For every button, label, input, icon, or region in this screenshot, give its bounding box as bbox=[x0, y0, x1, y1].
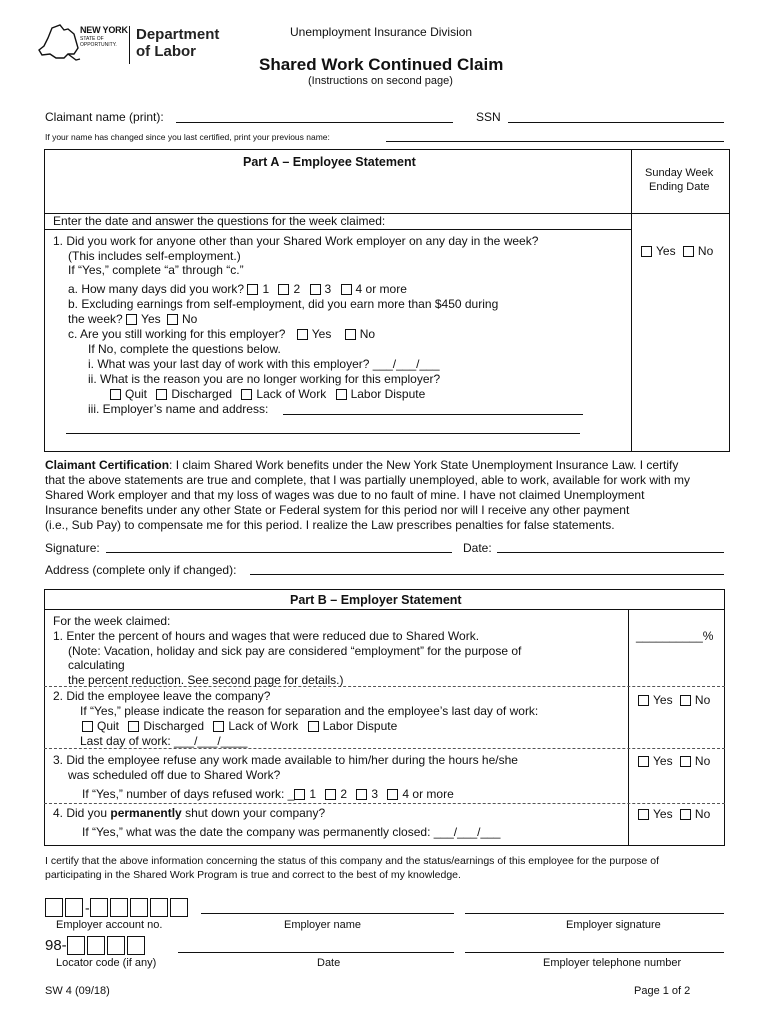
employer-cert-line1: I certify that the above information concerning the status of this company and the status/earnings of this employee for the purpose of bbox=[45, 855, 660, 867]
locator-digit[interactable] bbox=[87, 936, 105, 955]
logo-line2: STATE OF bbox=[80, 36, 104, 42]
new-york-state-map-icon bbox=[38, 24, 82, 64]
cert-line3: Shared Work employer and that my loss of wages was due to no fault of mine. I have not claimed Unemployment bbox=[45, 488, 645, 502]
part-b-title: Part B – Employer Statement bbox=[290, 593, 462, 607]
claimant-date-field[interactable] bbox=[497, 552, 724, 553]
qc-label: c. Are you still working for this employer? bbox=[68, 327, 286, 341]
employer-date-field[interactable] bbox=[178, 952, 454, 953]
q1-yes-label: Yes bbox=[656, 244, 676, 258]
qc-no-label: No bbox=[359, 327, 376, 341]
b-days-1-label: 1 bbox=[309, 787, 317, 801]
qb-label: the week? bbox=[68, 312, 123, 326]
b-q4-pre: 4. Did you bbox=[53, 806, 111, 820]
part-a-qc bbox=[68, 327, 375, 341]
b-days-2-checkbox[interactable] bbox=[325, 789, 336, 800]
logo-line3: OPPORTUNITY. bbox=[80, 42, 117, 48]
cert-heading: Claimant Certification bbox=[45, 458, 170, 472]
account-digit[interactable] bbox=[150, 898, 168, 917]
b-q2-yes-label: Yes bbox=[653, 693, 673, 707]
part-a-q1-answer bbox=[641, 244, 713, 258]
part-b-q1-line2: (Note: Vacation, holiday and sick pay are considered “employment” for the purpose of bbox=[68, 644, 522, 658]
part-b-q1-line1: 1. Enter the percent of hours and wages that were reduced due to Shared Work. bbox=[53, 629, 480, 643]
locator-digit[interactable] bbox=[67, 936, 85, 955]
employer-name-field[interactable] bbox=[201, 913, 454, 914]
b-days-1-checkbox[interactable] bbox=[294, 789, 305, 800]
part-b-q4-answer bbox=[638, 807, 710, 821]
form-subtitle: (Instructions on second page) bbox=[308, 75, 453, 87]
part-b-rule-3 bbox=[44, 803, 725, 804]
reason-quit-checkbox[interactable] bbox=[110, 389, 121, 400]
qc-no-checkbox[interactable] bbox=[345, 329, 356, 340]
b-q4-yes-checkbox[interactable] bbox=[638, 809, 649, 820]
b-q4-bold: permanently bbox=[110, 806, 182, 820]
part-b-column-divider bbox=[628, 609, 629, 846]
form-title: Shared Work Continued Claim bbox=[259, 55, 504, 74]
address-field[interactable] bbox=[250, 574, 724, 575]
part-b-q2-reasons bbox=[82, 719, 397, 733]
locator-prefix: 98- bbox=[45, 937, 67, 954]
q1-yes-checkbox[interactable] bbox=[641, 246, 652, 257]
qa-days-1-checkbox[interactable] bbox=[247, 284, 258, 295]
part-a-intro: Enter the date and answer the questions for the week claimed: bbox=[53, 214, 386, 228]
locator-label: Locator code (if any) bbox=[56, 957, 157, 969]
logo-dept2: of Labor bbox=[136, 43, 196, 60]
part-a-q1-line1: 1. Did you work for anyone other than your Shared Work employer on any day in the week? bbox=[53, 234, 539, 248]
b-days-3-label: 3 bbox=[371, 787, 379, 801]
b-q3-days-label: If “Yes,” number of days refused work: _ bbox=[82, 787, 295, 801]
address-label: Address (complete only if changed): bbox=[45, 563, 237, 577]
part-b-q2-last-day[interactable]: Last day of work: ___/___/____ bbox=[80, 734, 248, 748]
part-a-intro-rule bbox=[44, 229, 631, 230]
previous-name-label: If your name has changed since you last certified, print your previous name: bbox=[45, 132, 330, 142]
account-digit[interactable] bbox=[170, 898, 188, 917]
employer-cert-line2: participating in the Shared Work Program is true and correct to the best of my knowledge. bbox=[45, 869, 461, 881]
account-digit[interactable] bbox=[65, 898, 83, 917]
claimant-signature-field[interactable] bbox=[106, 552, 452, 553]
employer-account-boxes[interactable]: - bbox=[45, 898, 190, 917]
part-a-qc-i: i. What was your last day of work with this employer? ___/___/___ bbox=[88, 357, 440, 371]
b-reason-discharged-checkbox[interactable] bbox=[128, 721, 139, 732]
qa-days-2-label: 2 bbox=[293, 282, 301, 296]
b-q4-no-label: No bbox=[694, 807, 711, 821]
part-a-qc-sub: If No, complete the questions below. bbox=[88, 342, 281, 356]
b-q4-post: shut down your company? bbox=[181, 806, 326, 820]
part-b-q2-line2: If “Yes,” please indicate the reason for separation and the employee’s last day of work: bbox=[80, 704, 539, 718]
employer-account-label: Employer account no. bbox=[56, 919, 163, 931]
claimant-name-label: Claimant name (print): bbox=[45, 110, 164, 124]
qb-no-label: No bbox=[181, 312, 198, 326]
employer-name-address-field[interactable] bbox=[283, 414, 583, 415]
nys-logo bbox=[38, 22, 228, 68]
b-reason-labor-checkbox[interactable] bbox=[308, 721, 319, 732]
qa-days-3-checkbox[interactable] bbox=[310, 284, 321, 295]
b-days-2-label: 2 bbox=[340, 787, 348, 801]
week-ending-label-1: Sunday Week bbox=[645, 167, 714, 179]
b-q3-no-checkbox[interactable] bbox=[680, 756, 691, 767]
part-b-q3-line2: was scheduled off due to Shared Work? bbox=[68, 768, 281, 782]
part-b-intro: For the week claimed: bbox=[53, 614, 171, 628]
locator-boxes[interactable] bbox=[45, 936, 147, 955]
b-reason-quit-checkbox[interactable] bbox=[82, 721, 93, 732]
part-a-column-divider bbox=[631, 149, 632, 452]
part-a-q1-line2: (This includes self-employment.) bbox=[68, 249, 241, 263]
cert-date-label: Date: bbox=[463, 541, 492, 555]
employer-signature-field[interactable] bbox=[465, 913, 724, 914]
cert-line5: (i.e., Sub Pay) to compensate me for this period. I realize the Law prescribes penalties for false statements. bbox=[45, 518, 615, 532]
ssn-label: SSN bbox=[476, 110, 501, 124]
reason-discharged-label: Discharged bbox=[171, 387, 233, 401]
qa-label: a. How many days did you work? bbox=[68, 282, 245, 296]
b-reason-quit-label: Quit bbox=[97, 719, 120, 733]
part-b-header-rule bbox=[44, 609, 725, 610]
employer-date-label: Date bbox=[317, 957, 341, 969]
previous-name-field[interactable] bbox=[386, 141, 724, 142]
b-reason-lack-label: Lack of Work bbox=[228, 719, 299, 733]
b-days-4-checkbox[interactable] bbox=[387, 789, 398, 800]
part-a-qb-line1: b. Excluding earnings from self-employment, did you earn more than $450 during bbox=[68, 297, 499, 311]
account-digit[interactable] bbox=[45, 898, 63, 917]
employer-telephone-label: Employer telephone number bbox=[543, 957, 682, 969]
b-q2-no-label: No bbox=[694, 693, 711, 707]
qa-days-2-checkbox[interactable] bbox=[278, 284, 289, 295]
account-digit[interactable] bbox=[110, 898, 128, 917]
part-a-qc-ii: ii. What is the reason you are no longer working for this employer? bbox=[88, 372, 441, 386]
employer-telephone-field[interactable] bbox=[465, 952, 724, 953]
b-q3-yes-label: Yes bbox=[653, 754, 673, 768]
cert-line4: Insurance benefits under any other State or Federal system for this period nor will I receive any other payment bbox=[45, 503, 630, 517]
part-b-q1-line3: calculating bbox=[68, 658, 125, 672]
page-number: Page 1 of 2 bbox=[634, 985, 691, 997]
q1-no-checkbox[interactable] bbox=[683, 246, 694, 257]
part-b-rule-2 bbox=[44, 748, 725, 749]
b-q3-yes-checkbox[interactable] bbox=[638, 756, 649, 767]
ssn-field[interactable] bbox=[508, 122, 724, 123]
b-reason-labor-label: Labor Dispute bbox=[322, 719, 398, 733]
part-a-qa bbox=[68, 282, 407, 296]
b-q2-no-checkbox[interactable] bbox=[680, 695, 691, 706]
part-b-q2-answer bbox=[638, 693, 710, 707]
cert-line1-text: : I claim Shared Work benefits under the New York State Unemployment Insurance Law. I certify bbox=[169, 458, 679, 472]
b-reason-lack-checkbox[interactable] bbox=[213, 721, 224, 732]
part-a-reasons bbox=[110, 387, 425, 401]
logo-divider bbox=[129, 26, 130, 64]
employer-name-label: Employer name bbox=[284, 919, 362, 931]
b-days-4-label: 4 or more bbox=[402, 787, 454, 801]
part-b-q3-line1: 3. Did the employee refuse any work made available to him/her during the hours he/she bbox=[53, 753, 518, 767]
qa-days-4-label: 4 or more bbox=[355, 282, 407, 296]
employer-address-field-2[interactable] bbox=[66, 433, 580, 434]
cert-line2: that the above statements are true and complete, that I was partially unemployed, able to work, available for work with my bbox=[45, 473, 690, 487]
b-q4-no-checkbox[interactable] bbox=[680, 809, 691, 820]
claimant-name-field[interactable] bbox=[176, 122, 453, 123]
qc-yes-checkbox[interactable] bbox=[297, 329, 308, 340]
qa-days-4-checkbox[interactable] bbox=[341, 284, 352, 295]
part-b-q4-line2: If “Yes,” what was the date the company was permanently closed: ___/___/___ bbox=[82, 825, 501, 839]
part-b-q4-line1 bbox=[53, 806, 325, 820]
qa-days-3-label: 3 bbox=[324, 282, 332, 296]
qc-yes-label: Yes bbox=[311, 327, 332, 341]
part-b-q3-days bbox=[82, 787, 454, 801]
signature-label: Signature: bbox=[45, 541, 100, 555]
b-q4-yes-label: Yes bbox=[653, 807, 673, 821]
qb-no-checkbox[interactable] bbox=[167, 314, 178, 325]
percent-reduction-field[interactable]: __________% bbox=[636, 629, 714, 643]
reason-labor-label: Labor Dispute bbox=[350, 387, 426, 401]
reason-lack-checkbox[interactable] bbox=[241, 389, 252, 400]
reason-quit-label: Quit bbox=[125, 387, 148, 401]
part-a-qc-iii: iii. Employer’s name and address: bbox=[88, 402, 269, 416]
employer-signature-label: Employer signature bbox=[566, 919, 661, 931]
part-b-q1-line4: the percent reduction. See second page for details.) bbox=[68, 673, 344, 687]
cert-line1 bbox=[45, 458, 678, 472]
part-a-q1-line3: If “Yes,” complete “a” through “c.” bbox=[68, 263, 244, 277]
reason-lack-label: Lack of Work bbox=[256, 387, 327, 401]
logo-line1: NEW YORK bbox=[80, 25, 128, 35]
week-ending-label-2: Ending Date bbox=[649, 181, 710, 193]
b-reason-discharged-label: Discharged bbox=[143, 719, 205, 733]
q1-no-label: No bbox=[697, 244, 714, 258]
logo-dept1: Department bbox=[136, 26, 220, 43]
form-id: SW 4 (09/18) bbox=[45, 985, 110, 997]
b-q2-yes-checkbox[interactable] bbox=[638, 695, 649, 706]
b-q3-no-label: No bbox=[694, 754, 711, 768]
qb-yes-label: Yes bbox=[141, 312, 161, 326]
account-digit[interactable] bbox=[90, 898, 108, 917]
division-title: Unemployment Insurance Division bbox=[290, 25, 473, 39]
reason-labor-checkbox[interactable] bbox=[336, 389, 347, 400]
part-b-q2-line1: 2. Did the employee leave the company? bbox=[53, 689, 271, 703]
qa-days-1-label: 1 bbox=[262, 282, 270, 296]
qb-yes-checkbox[interactable] bbox=[126, 314, 137, 325]
account-digit[interactable] bbox=[130, 898, 148, 917]
part-a-title: Part A – Employee Statement bbox=[243, 155, 416, 169]
part-b-q3-answer bbox=[638, 754, 710, 768]
locator-digit[interactable] bbox=[107, 936, 125, 955]
part-a-qb-line2 bbox=[68, 312, 197, 326]
reason-discharged-checkbox[interactable] bbox=[156, 389, 167, 400]
b-days-3-checkbox[interactable] bbox=[356, 789, 367, 800]
locator-digit[interactable] bbox=[127, 936, 145, 955]
